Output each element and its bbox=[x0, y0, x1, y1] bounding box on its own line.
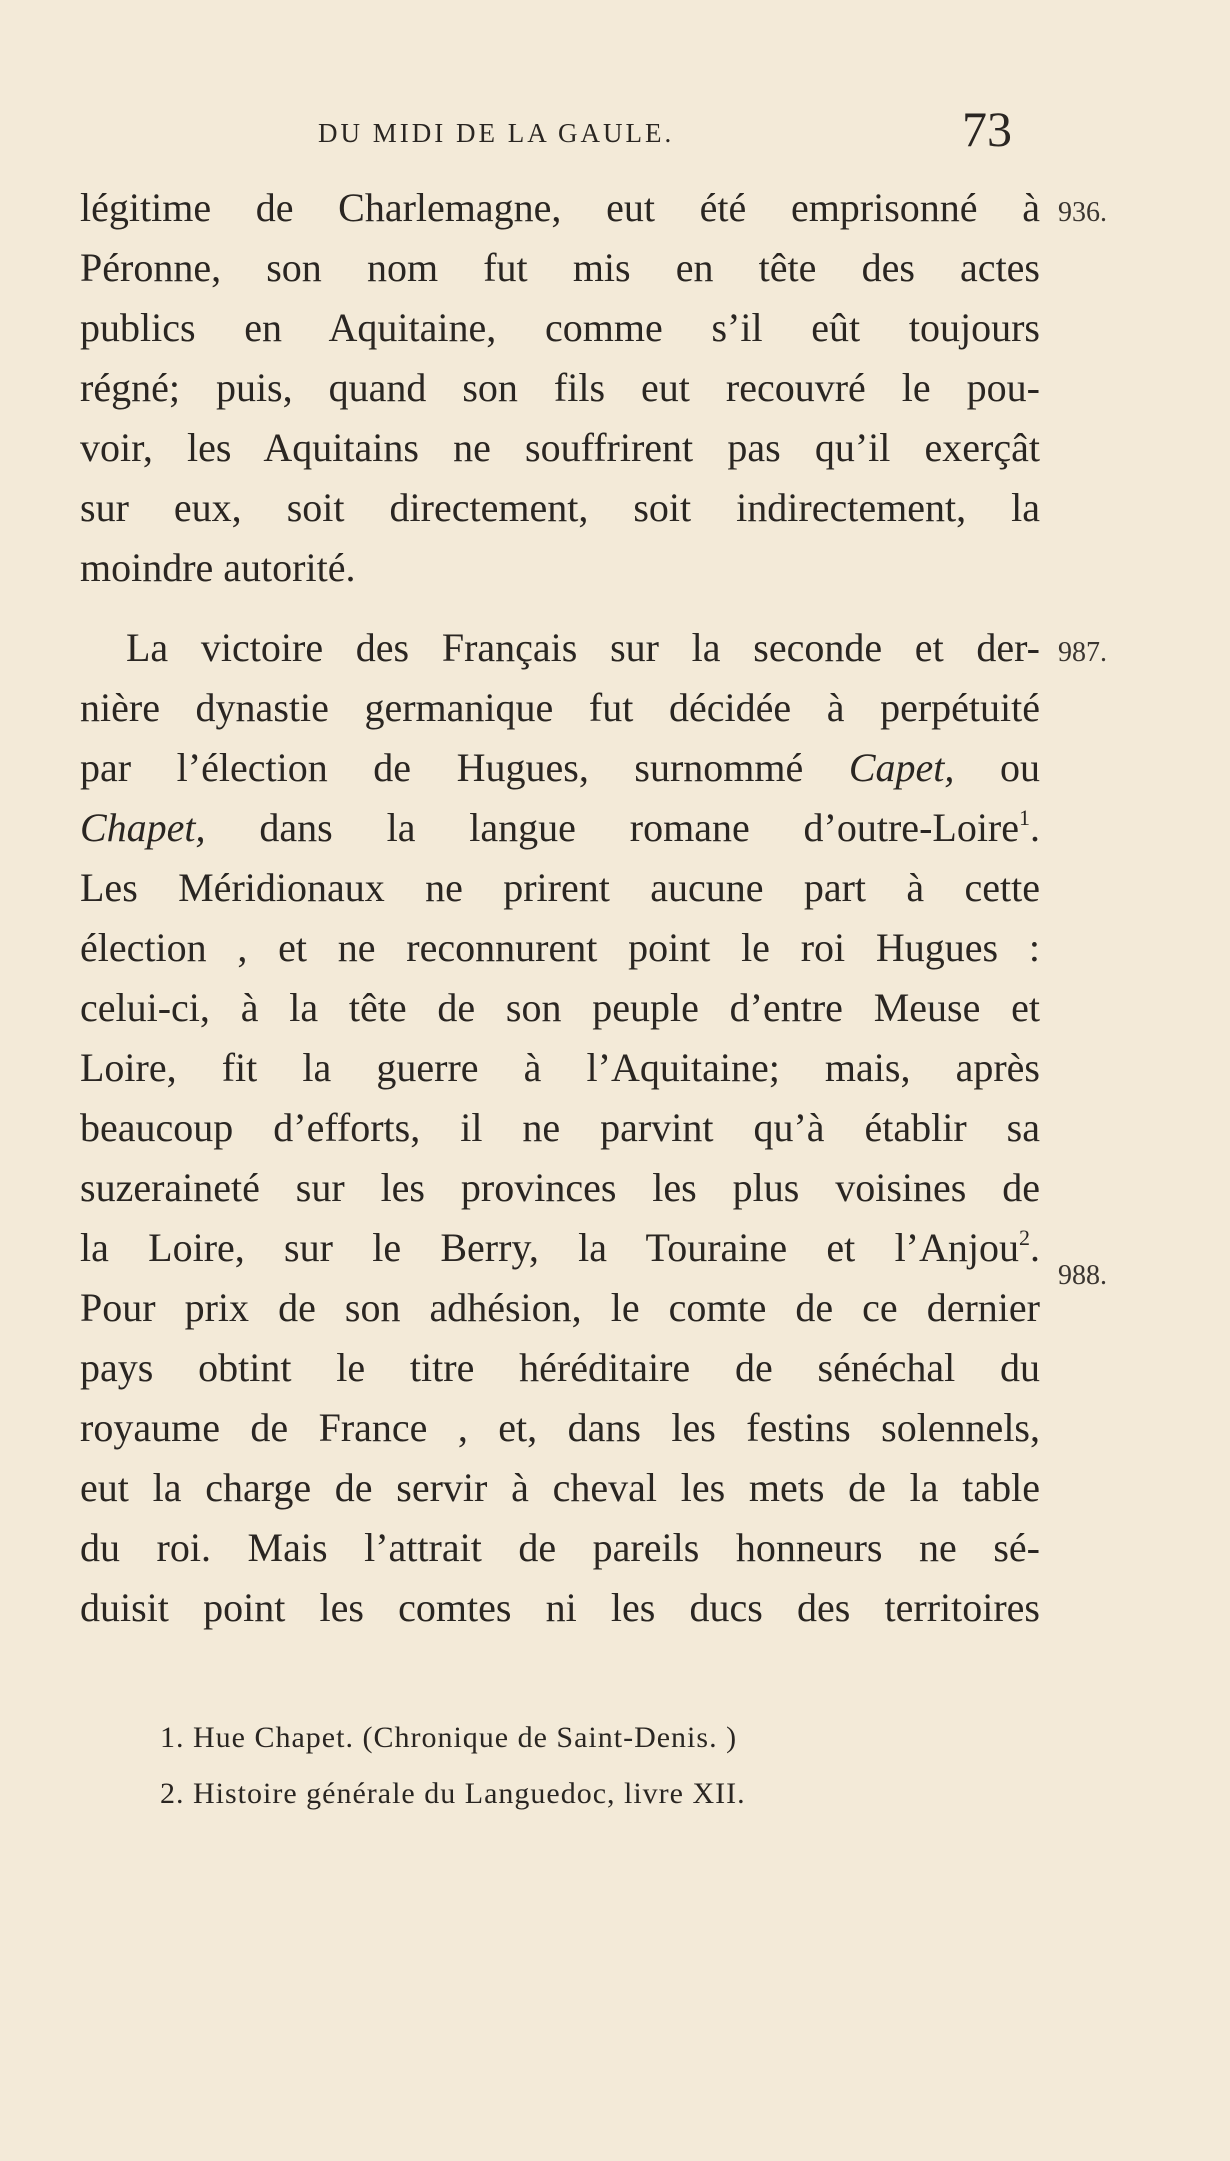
text-line: du roi. Mais l’attrait de pareils honneurs ne sé- bbox=[80, 1525, 1040, 1570]
margin-year-936: 936. bbox=[1058, 197, 1107, 228]
text-line: publics en Aquitaine, comme s’il eût toujours bbox=[80, 305, 1040, 350]
footnote-2: 2. Histoire générale du Languedoc, livre XII. bbox=[160, 1777, 746, 1810]
text-line: royaume de France , et, dans les festins solennels, bbox=[80, 1405, 1040, 1450]
text-span: . bbox=[1030, 1225, 1040, 1270]
footnote-ref-2: 2 bbox=[1019, 1225, 1030, 1250]
footnote-1: 1. Hue Chapet. (Chronique de Saint-Denis. ) bbox=[160, 1721, 738, 1754]
footnote-ref-1: 1 bbox=[1019, 805, 1031, 830]
text-span: ou bbox=[1000, 745, 1041, 790]
italic-term: Chapet, bbox=[80, 805, 206, 850]
text-line: pays obtint le titre héréditaire de sénéchal du bbox=[80, 1345, 1040, 1390]
text-line: celui-ci, à la tête de son peuple d’entre Meuse et bbox=[80, 985, 1040, 1030]
page-number: 73 bbox=[962, 101, 1012, 157]
italic-term: Capet, bbox=[848, 745, 955, 790]
text-line: Loire, fit la guerre à l’Aquitaine; mais, après bbox=[80, 1045, 1040, 1090]
text-line: régné; puis, quand son fils eut recouvré le pou- bbox=[80, 365, 1040, 410]
text-line: légitime de Charlemagne, eut été emprisonné à bbox=[80, 185, 1040, 230]
text-line: moindre autorité. bbox=[80, 545, 356, 590]
text-span: par l’élection de Hugues, surnommé bbox=[80, 745, 804, 790]
text-line: voir, les Aquitains ne souffrirent pas qu’il exerçât bbox=[80, 425, 1040, 470]
text-span: . bbox=[1030, 805, 1041, 850]
text-line: Pour prix de son adhésion, le comte de ce dernier bbox=[80, 1285, 1040, 1330]
text-line bbox=[80, 800, 1040, 856]
text-line: La victoire des Français sur la seconde et der- bbox=[126, 625, 1040, 670]
text-line: beaucoup d’efforts, il ne parvint qu’à établir sa bbox=[80, 1105, 1040, 1150]
text-line bbox=[80, 740, 1040, 796]
margin-year-988: 988. bbox=[1058, 1260, 1107, 1291]
text-line: duisit point les comtes ni les ducs des territoires bbox=[80, 1585, 1040, 1630]
text-line bbox=[80, 1220, 1040, 1276]
text-line: sur eux, soit directement, soit indirectement, la bbox=[80, 485, 1040, 530]
text-line: Les Méridionaux ne prirent aucune part à cette bbox=[80, 865, 1040, 910]
running-header: DU MIDI DE LA GAULE. bbox=[318, 118, 675, 148]
text-span: la Loire, sur le Berry, la Touraine et l’Anjou bbox=[80, 1225, 1019, 1270]
text-line: nière dynastie germanique fut décidée à perpétuité bbox=[80, 685, 1040, 730]
text-span: dans la langue romane d’outre-Loire bbox=[259, 805, 1020, 850]
text-line: eut la charge de servir à cheval les mets de la table bbox=[80, 1465, 1040, 1510]
text-line: élection , et ne reconnurent point le roi Hugues : bbox=[80, 925, 1040, 970]
margin-year-987: 987. bbox=[1058, 637, 1107, 668]
text-line: Péronne, son nom fut mis en tête des actes bbox=[80, 245, 1040, 290]
text-line: suzeraineté sur les provinces les plus voisines de bbox=[80, 1165, 1040, 1210]
